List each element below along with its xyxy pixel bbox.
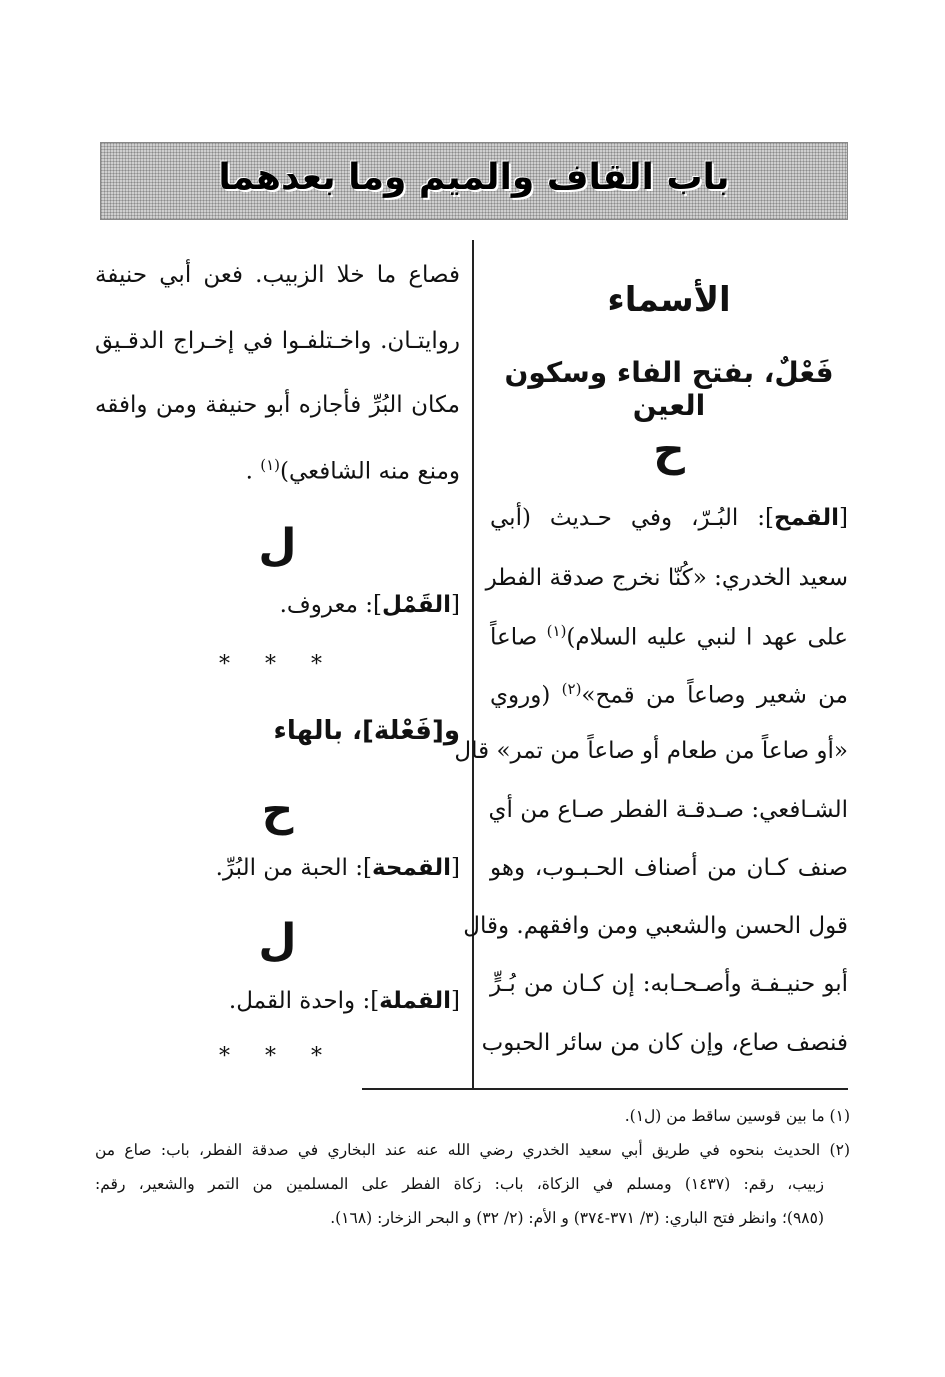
left-line-3: مكان البُرِّ فأجازه أبو حنيفة ومن وافقه [95, 392, 460, 418]
chapter-title: باب القاف والميم وما بعدهما [218, 157, 730, 198]
entry-qamha-line: [القمحة]: الحبة من البُرِّ. [215, 855, 460, 881]
text-line-6: الشـافعي: صـدقـة الفطر صـاع من أي [488, 797, 848, 823]
pattern2-suffix: ]، بالهاء [273, 716, 374, 746]
entry-qamh-line: [القمح]: البُـرّ، وفي حـديث (أبي [490, 505, 848, 531]
text-line-5: «أو صاعاً من طعام أو صاعاً من تمر» قال [454, 738, 848, 764]
text-line-2: سعيد الخدري: «كُنّا نخرج صدقة الفطر [485, 565, 848, 591]
entry-qamha-def: ]: الحبة من البُرِّ. [215, 855, 372, 881]
text-line-4: من شعير وصاعاً من قمح» [581, 682, 849, 709]
entry-qamla-line: [القملة]: واحدة القمل. [228, 988, 460, 1014]
left-line-1: فصاع ما خلا الزبيب. فعن أبي حنيفة [95, 262, 460, 288]
footnote-mark-2: (٢) [561, 680, 582, 698]
footnote-mark-left: (١) [260, 456, 281, 474]
chapter-banner [100, 142, 848, 220]
footnote-1: (١) ما بين قوسين ساقط من (ل١). [624, 1107, 850, 1125]
footnote-rule [362, 1088, 848, 1090]
entry-term-qaml: القَمْل [381, 592, 452, 618]
letter-heading-lam-1: ل [258, 520, 297, 571]
text-line-10: فنصف صاع، وإن كان من سائر الحبوب [481, 1030, 848, 1056]
footnote-2-refs: (٩٨٥)؛ وانظر فتح الباري: (٣/ ٣٧١-٣٧٤) و الأم: (٢/ ٣٢) و البحر الزخار: (١٦٨). [330, 1209, 824, 1227]
column-divider [472, 240, 474, 1090]
pattern2-heading [95, 716, 460, 747]
text-line-8: قول الحسن والشعبي ومن وافقهم. وقال [463, 913, 848, 939]
text-line-3: على عهد ا لنبي عليه السلام) [566, 624, 849, 651]
letter-heading-lam-2: ل [258, 915, 297, 966]
text-line-7: صنف كـان من أصناف الحـبـوب، وهو [490, 855, 848, 881]
separator-stars-2: * * * [219, 1044, 336, 1069]
left-line-4-wrap [95, 456, 460, 486]
entry-term-qamla: القملة [379, 988, 452, 1014]
footnote-2-cont: زبيب، رقم: (١٤٣٧) ومسلم في الزكاة، باب: زكاة الفطر على المسلمين من التمر والشعير، رقم: [95, 1175, 824, 1193]
letter-heading-ha-2: ح [261, 785, 294, 836]
pattern2-prefix: و[ [431, 716, 460, 746]
footnote-2: (٢) الحديث بنحوه في طريق أبي سعيد الخدري رضي الله عنه عند البخاري في صدقة الفطر، باب: صاع من [95, 1141, 850, 1159]
letter-heading-ha: ح [653, 425, 685, 476]
footnote-mark-1: (١) [546, 622, 567, 640]
left-line-4: ومنع منه الشافعي) [280, 458, 460, 485]
text-line-4-wrap [490, 680, 848, 710]
text-line-4-tail: (وروي [490, 682, 551, 709]
entry-term-qamha: القمحة [371, 855, 452, 881]
entry-qamla-def: ]: واحدة القمل. [228, 988, 380, 1014]
text-line-3-tail: صاعاً [490, 624, 538, 651]
entry-term-qamh: القمح [773, 505, 840, 531]
text-line-1: ]: البُـرّ، وفي حـديث (أبي [490, 505, 774, 531]
separator-stars-1: * * * [219, 652, 336, 677]
left-line-4-end: . [245, 458, 253, 485]
pattern2-term: فَعْلة [373, 716, 432, 746]
section-heading: الأسماء [607, 280, 731, 320]
text-line-3-wrap [490, 622, 848, 652]
pattern-heading: فَعْلٌ، بفتح الفاء وسكون العين [504, 356, 834, 422]
text-line-9: أبو حنيـفـة وأصـحـابه: إن كـان من بُـرٍّ [490, 971, 848, 997]
left-line-2: روايتـان. واخـتلفـوا في إخـراج الدقـيق [95, 328, 460, 354]
entry-qaml-line: [القَمْل]: معروف. [279, 592, 460, 618]
entry-qaml-def: ]: معروف. [279, 592, 382, 618]
